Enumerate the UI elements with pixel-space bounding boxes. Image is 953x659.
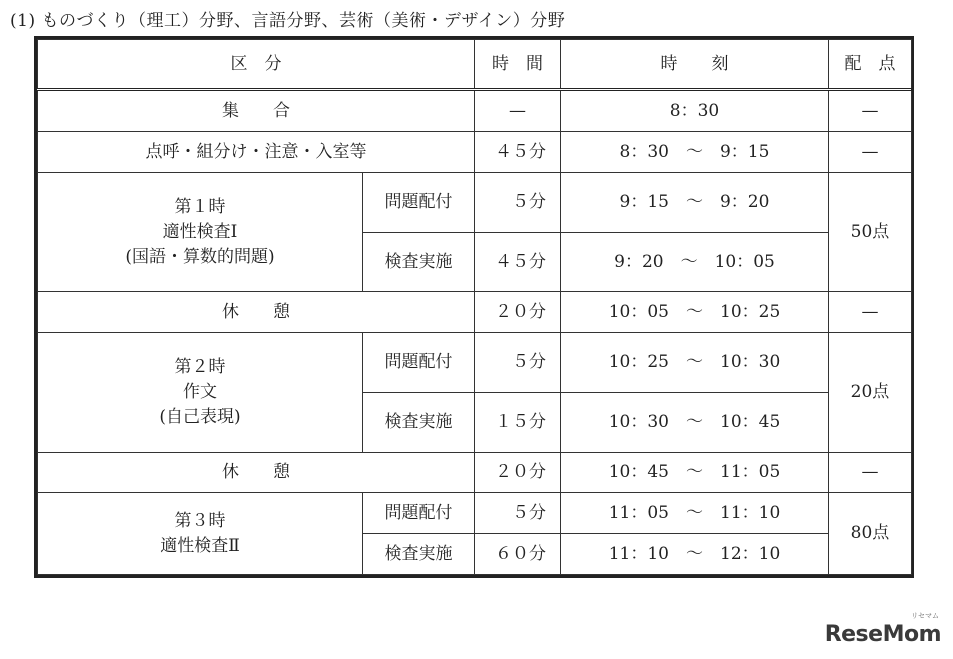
header-points: 配 点 (829, 40, 912, 90)
sub-label: 検査実施 (363, 534, 475, 575)
row-label: 休 憩 (38, 292, 475, 333)
period3-label (38, 493, 363, 575)
period2-label (38, 333, 363, 452)
row-time: 9：20 〜 10：05 (561, 232, 829, 292)
row-time: 11：10 〜 12：10 (561, 534, 829, 575)
row-time: 8：30 (561, 90, 829, 132)
period1-line1: 第１時 (174, 197, 226, 218)
row-duration: — (475, 90, 561, 132)
sub-label: 問題配付 (363, 173, 475, 233)
row-duration: ２０分 (475, 452, 561, 493)
row-duration: ５分 (475, 493, 561, 534)
row-points: — (829, 90, 912, 132)
row-points: 80点 (829, 493, 912, 575)
header-time: 時 刻 (561, 40, 829, 90)
resemom-logo: ReseMom (824, 622, 941, 647)
table-row (38, 90, 912, 132)
row-time: 8：30 〜 9：15 (561, 132, 829, 173)
row-duration: ５分 (475, 333, 561, 393)
row-time: 9：15 〜 9：20 (561, 173, 829, 233)
row-points: — (829, 452, 912, 493)
row-duration: １５分 (475, 392, 561, 452)
header-duration: 時 間 (475, 40, 561, 90)
row-duration: ６０分 (475, 534, 561, 575)
table-row (38, 292, 912, 333)
period3-line1: 第３時 (174, 511, 226, 532)
row-points: 50点 (829, 173, 912, 292)
table-row (38, 493, 912, 534)
period2-line3: (自己表現) (159, 406, 241, 427)
row-time: 10：05 〜 10：25 (561, 292, 829, 333)
table-row (38, 452, 912, 493)
sub-label: 問題配付 (363, 333, 475, 393)
row-points: — (829, 292, 912, 333)
row-time: 11：05 〜 11：10 (561, 493, 829, 534)
header-category: 区 分 (38, 40, 475, 90)
page-title: (1) ものづくり（理工）分野、言語分野、芸術（美術・デザイン）分野 (10, 11, 566, 31)
sub-label: 検査実施 (363, 232, 475, 292)
sub-label: 検査実施 (363, 392, 475, 452)
table-header-row (38, 40, 912, 90)
period2-line1: 第２時 (174, 357, 226, 378)
row-duration: ４５分 (475, 232, 561, 292)
sub-label: 問題配付 (363, 493, 475, 534)
table-row (38, 173, 912, 233)
row-time: 10：45 〜 11：05 (561, 452, 829, 493)
period1-label (38, 173, 363, 292)
row-label: 休 憩 (38, 452, 475, 493)
row-points: — (829, 132, 912, 173)
table-row (38, 333, 912, 393)
period2-line2: 作文 (183, 382, 217, 403)
row-duration: ４５分 (475, 132, 561, 173)
watermark-small-text: リセマム (911, 612, 939, 620)
row-duration: ２０分 (475, 292, 561, 333)
row-time: 10：25 〜 10：30 (561, 333, 829, 393)
row-duration: ５分 (475, 173, 561, 233)
row-label: 集 合 (38, 90, 475, 132)
period1-line2: 適性検査Ⅰ (162, 222, 238, 243)
schedule-table (34, 36, 914, 578)
period3-line2: 適性検査Ⅱ (160, 535, 240, 556)
row-time: 10：30 〜 10：45 (561, 392, 829, 452)
period1-line3: (国語・算数的問題) (125, 246, 275, 267)
table-row (38, 132, 912, 173)
row-label: 点呼・組分け・注意・入室等 (38, 132, 475, 173)
row-points: 20点 (829, 333, 912, 452)
